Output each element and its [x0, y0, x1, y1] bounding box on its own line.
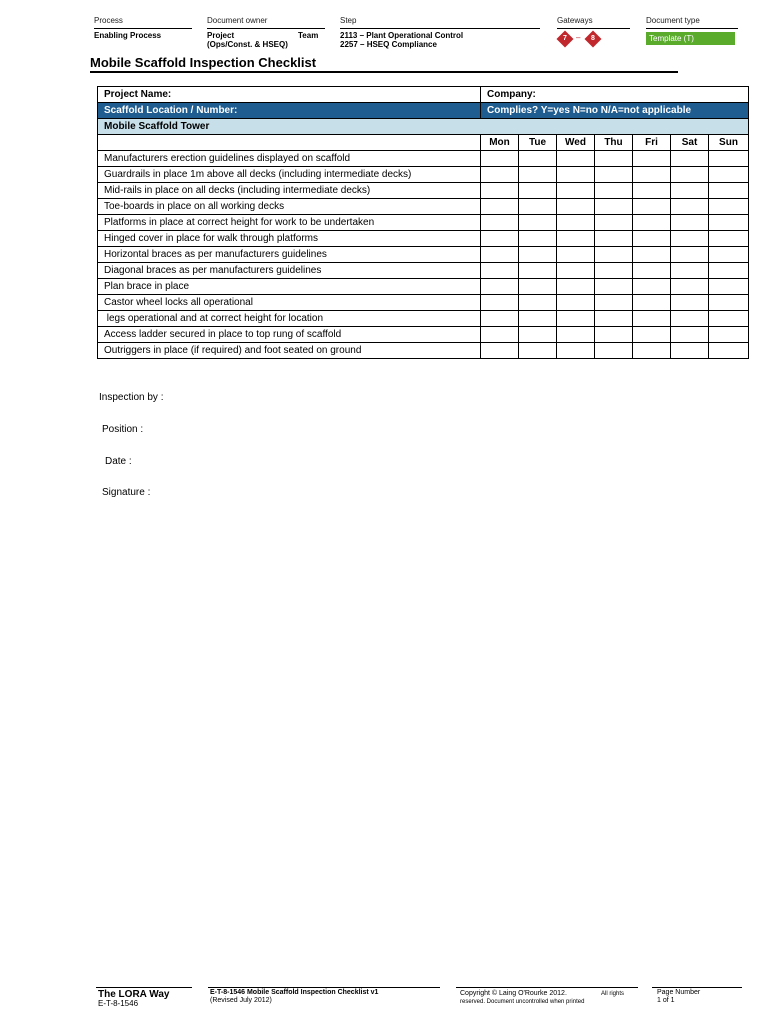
- owner-divider: [207, 28, 325, 29]
- check-cell-sat[interactable]: [671, 215, 709, 231]
- gateway-dash: –: [576, 33, 581, 42]
- check-cell-wed[interactable]: [557, 231, 595, 247]
- checklist-item-row: [98, 183, 749, 199]
- check-cell-sat[interactable]: [671, 295, 709, 311]
- check-cell-mon[interactable]: [481, 279, 519, 295]
- check-cell-fri[interactable]: [633, 295, 671, 311]
- checklist-item-row: [98, 151, 749, 167]
- check-cell-wed[interactable]: [557, 199, 595, 215]
- checklist-item-row: [98, 311, 749, 327]
- check-cell-thu[interactable]: [595, 295, 633, 311]
- check-cell-sun[interactable]: [709, 343, 749, 359]
- check-cell-fri[interactable]: [633, 167, 671, 183]
- section-row: [98, 119, 749, 135]
- check-cell-fri[interactable]: [633, 263, 671, 279]
- owner-value-line1b: Team: [298, 31, 319, 40]
- check-cell-sun[interactable]: [709, 151, 749, 167]
- check-cell-sat[interactable]: [671, 199, 709, 215]
- check-cell-sat[interactable]: [671, 311, 709, 327]
- checklist-item-label: Access ladder secured in place to top rung of scaffold: [98, 327, 481, 343]
- check-cell-thu[interactable]: [595, 183, 633, 199]
- days-header-blank: [98, 135, 481, 151]
- check-cell-mon[interactable]: [481, 183, 519, 199]
- project-name-field[interactable]: Project Name:: [98, 87, 481, 103]
- day-header-fri: Fri: [633, 135, 671, 151]
- check-cell-mon[interactable]: [481, 247, 519, 263]
- footer-brand: The LORA Way: [98, 989, 170, 1000]
- check-cell-wed[interactable]: [557, 215, 595, 231]
- check-cell-fri[interactable]: [633, 215, 671, 231]
- check-cell-mon[interactable]: [481, 167, 519, 183]
- check-cell-tue[interactable]: [519, 295, 557, 311]
- day-header-mon: Mon: [481, 135, 519, 151]
- check-cell-tue[interactable]: [519, 167, 557, 183]
- check-cell-sun[interactable]: [709, 231, 749, 247]
- check-cell-wed[interactable]: [557, 263, 595, 279]
- checklist-item-row: [98, 327, 749, 343]
- check-cell-sun[interactable]: [709, 263, 749, 279]
- day-header-thu: Thu: [595, 135, 633, 151]
- process-divider: [94, 28, 192, 29]
- check-cell-sun[interactable]: [709, 183, 749, 199]
- check-cell-tue[interactable]: [519, 263, 557, 279]
- day-header-wed: Wed: [557, 135, 595, 151]
- owner-label: Document owner: [207, 16, 268, 25]
- gateway-to-icon: 8: [586, 32, 600, 46]
- check-cell-thu[interactable]: [595, 263, 633, 279]
- check-cell-sun[interactable]: [709, 295, 749, 311]
- section-heading: Mobile Scaffold Tower: [98, 119, 749, 135]
- checklist-item-row: [98, 199, 749, 215]
- checklist-item-label: Horizontal braces as per manufacturers guidelines: [98, 247, 481, 263]
- check-cell-sun[interactable]: [709, 311, 749, 327]
- check-cell-sat[interactable]: [671, 327, 709, 343]
- footer-code: E-T-8-1546: [98, 999, 139, 1008]
- check-cell-sun[interactable]: [709, 247, 749, 263]
- owner-value-line1a: Project: [207, 31, 235, 40]
- step-value-line1: 2113 – Plant Operational Control: [340, 31, 464, 40]
- footer-doc-title: E-T-8-1546 Mobile Scaffold Inspection Checklist v1: [210, 989, 379, 996]
- footer-divider-page: [652, 987, 742, 988]
- check-cell-tue[interactable]: [519, 327, 557, 343]
- check-cell-thu[interactable]: [595, 343, 633, 359]
- check-cell-sun[interactable]: [709, 279, 749, 295]
- checklist-table: [97, 86, 749, 359]
- checklist-item-row: [98, 167, 749, 183]
- date-field[interactable]: Date :: [105, 456, 132, 467]
- company-field[interactable]: Company:: [481, 87, 749, 103]
- check-cell-thu[interactable]: [595, 279, 633, 295]
- check-cell-fri[interactable]: [633, 327, 671, 343]
- inspection-by-field[interactable]: Inspection by :: [99, 392, 164, 403]
- signature-field[interactable]: Signature :: [102, 487, 151, 498]
- check-cell-mon[interactable]: [481, 311, 519, 327]
- check-cell-wed[interactable]: [557, 343, 595, 359]
- check-cell-mon[interactable]: [481, 327, 519, 343]
- check-cell-tue[interactable]: [519, 199, 557, 215]
- check-cell-wed[interactable]: [557, 295, 595, 311]
- check-cell-fri[interactable]: [633, 231, 671, 247]
- checklist-item-label: Diagonal braces as per manufacturers guidelines: [98, 263, 481, 279]
- day-header-sat: Sat: [671, 135, 709, 151]
- checklist-item-label: Mid-rails in place on all decks (including intermediate decks): [98, 183, 481, 199]
- check-cell-fri[interactable]: [633, 183, 671, 199]
- process-label: Process: [94, 16, 123, 25]
- check-cell-sat[interactable]: [671, 151, 709, 167]
- checklist-item-row: [98, 215, 749, 231]
- day-header-tue: Tue: [519, 135, 557, 151]
- checklist-item-label: Plan brace in place: [98, 279, 481, 295]
- check-cell-tue[interactable]: [519, 311, 557, 327]
- check-cell-fri[interactable]: [633, 247, 671, 263]
- gateway-from-icon: 7: [558, 32, 572, 46]
- check-cell-mon[interactable]: [481, 295, 519, 311]
- checklist-item-label: legs operational and at correct height for location: [98, 311, 481, 327]
- footer-copyright-line2: reserved. Document uncontrolled when printed: [460, 999, 585, 1005]
- checklist-item-label: Platforms in place at correct height for work to be undertaken: [98, 215, 481, 231]
- check-cell-sun[interactable]: [709, 167, 749, 183]
- location-row: [98, 103, 749, 119]
- check-cell-tue[interactable]: [519, 183, 557, 199]
- check-cell-wed[interactable]: [557, 151, 595, 167]
- footer-divider-copyright: [456, 987, 638, 988]
- checklist-item-label: Guardrails in place 1m above all decks (including intermediate decks): [98, 167, 481, 183]
- position-field[interactable]: Position :: [102, 424, 144, 435]
- check-cell-sat[interactable]: [671, 247, 709, 263]
- checklist-item-label: Outriggers in place (if required) and foot seated on ground: [98, 343, 481, 359]
- check-cell-fri[interactable]: [633, 343, 671, 359]
- check-cell-tue[interactable]: [519, 247, 557, 263]
- check-cell-wed[interactable]: [557, 327, 595, 343]
- title-underline: [90, 71, 678, 73]
- check-cell-mon[interactable]: [481, 151, 519, 167]
- day-header-sun: Sun: [709, 135, 749, 151]
- check-cell-fri[interactable]: [633, 199, 671, 215]
- days-header-row: [98, 135, 749, 151]
- check-cell-thu[interactable]: [595, 247, 633, 263]
- check-cell-wed[interactable]: [557, 311, 595, 327]
- check-cell-sun[interactable]: [709, 199, 749, 215]
- checklist-item-row: [98, 343, 749, 359]
- check-cell-thu[interactable]: [595, 327, 633, 343]
- check-cell-thu[interactable]: [595, 215, 633, 231]
- doctype-badge: Template (T): [646, 32, 735, 45]
- step-divider: [340, 28, 540, 29]
- check-cell-wed[interactable]: [557, 167, 595, 183]
- check-cell-sun[interactable]: [709, 215, 749, 231]
- check-cell-tue[interactable]: [519, 231, 557, 247]
- doctype-divider: [646, 28, 738, 29]
- check-cell-sun[interactable]: [709, 327, 749, 343]
- process-value: Enabling Process: [94, 31, 162, 40]
- check-cell-thu[interactable]: [595, 231, 633, 247]
- check-cell-mon[interactable]: [481, 263, 519, 279]
- step-value-line2: 2257 – HSEQ Compliance: [340, 40, 437, 49]
- check-cell-sat[interactable]: [671, 167, 709, 183]
- check-cell-sat[interactable]: [671, 343, 709, 359]
- check-cell-mon[interactable]: [481, 215, 519, 231]
- checklist-item-label: Castor wheel locks all operational: [98, 295, 481, 311]
- scaffold-location-field[interactable]: Scaffold Location / Number:: [98, 103, 481, 119]
- checklist-item-row: [98, 231, 749, 247]
- checklist-item-label: Toe-boards in place on all working decks: [98, 199, 481, 215]
- gateways-label: Gateways: [557, 16, 593, 25]
- check-cell-wed[interactable]: [557, 279, 595, 295]
- check-cell-sat[interactable]: [671, 263, 709, 279]
- check-cell-tue[interactable]: [519, 343, 557, 359]
- footer-copyright-a: Copyright © Laing O'Rourke 2012.: [460, 990, 567, 997]
- footer-divider-title: [208, 987, 440, 988]
- check-cell-mon[interactable]: [481, 343, 519, 359]
- gateways-divider: [557, 28, 630, 29]
- checklist-item-row: [98, 295, 749, 311]
- check-cell-mon[interactable]: [481, 231, 519, 247]
- check-cell-thu[interactable]: [595, 199, 633, 215]
- check-cell-tue[interactable]: [519, 151, 557, 167]
- checklist-item-row: [98, 279, 749, 295]
- complies-legend: Complies? Y=yes N=no N/A=not applicable: [481, 103, 749, 119]
- check-cell-mon[interactable]: [481, 199, 519, 215]
- check-cell-sat[interactable]: [671, 231, 709, 247]
- check-cell-wed[interactable]: [557, 247, 595, 263]
- checklist-item-row: [98, 247, 749, 263]
- checklist-item-label: Manufacturers erection guidelines displayed on scaffold: [98, 151, 481, 167]
- check-cell-thu[interactable]: [595, 311, 633, 327]
- owner-value-line2: (Ops/Const. & HSEQ): [207, 40, 288, 49]
- check-cell-sat[interactable]: [671, 183, 709, 199]
- checklist-item-row: [98, 263, 749, 279]
- checklist-item-label: Hinged cover in place for walk through platforms: [98, 231, 481, 247]
- footer-page-value: 1 of 1: [657, 997, 675, 1004]
- check-cell-fri[interactable]: [633, 279, 671, 295]
- page-title: Mobile Scaffold Inspection Checklist: [90, 55, 317, 70]
- check-cell-sat[interactable]: [671, 279, 709, 295]
- check-cell-wed[interactable]: [557, 183, 595, 199]
- footer-divider-brand: [96, 987, 192, 988]
- check-cell-fri[interactable]: [633, 151, 671, 167]
- footer-page-label: Page Number: [657, 989, 701, 996]
- check-cell-fri[interactable]: [633, 311, 671, 327]
- check-cell-tue[interactable]: [519, 215, 557, 231]
- footer-revised: (Revised July 2012): [210, 997, 272, 1004]
- doctype-label: Document type: [646, 16, 700, 25]
- check-cell-thu[interactable]: [595, 167, 633, 183]
- check-cell-thu[interactable]: [595, 151, 633, 167]
- step-label: Step: [340, 16, 357, 25]
- project-company-row: [98, 87, 749, 103]
- check-cell-tue[interactable]: [519, 279, 557, 295]
- footer-copyright-b: All rights: [601, 991, 625, 997]
